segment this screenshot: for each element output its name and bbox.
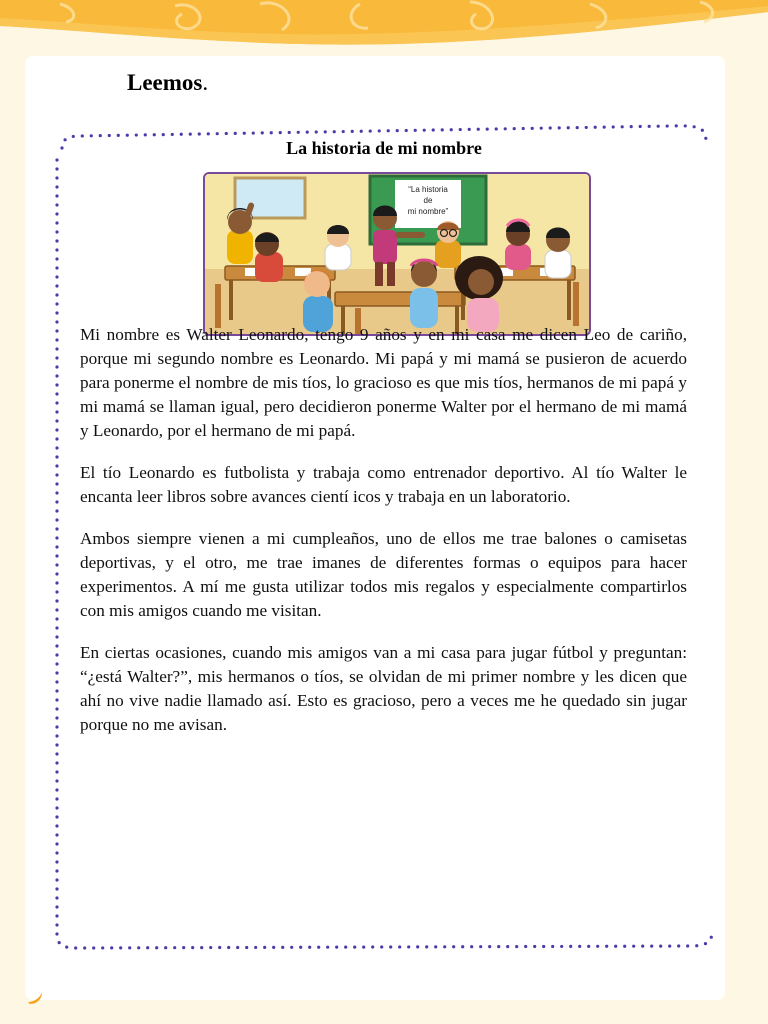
- board-text-line-3: mi nombre”: [407, 207, 449, 216]
- board-text-line-1: “La historia: [408, 185, 448, 194]
- corner-swoosh-decoration: [26, 990, 46, 1006]
- classroom-illustration: [203, 172, 591, 336]
- board-text-line-2: de: [423, 196, 433, 205]
- top-decorative-banner: [0, 0, 768, 60]
- story-paragraph-1: Mi nombre es Walter Leonardo, tengo 9 años y en mi casa me dicen Leo de cariño, porque mi segundo nombre es Leonardo. Mi papá y mi mamá se pusieron de acuerdo para ponerme el nombre de mis tíos, lo gracioso es que mis tíos, hermanos de mi papá y mi mamá se llaman igual, pero decidieron ponerme Walter por el hermano de mi mamá y Leonardo, por el hermano de mi papá.: [80, 325, 687, 440]
- story-paragraph-2: El tío Leonardo es futbolista y trabaja como entrenador deportivo. Al tío Walter le encanta leer libros sobre avances cientí icos y trabaja en un laboratorio.: [80, 463, 687, 506]
- story-body: [80, 323, 687, 755]
- story-title: La historia de mi nombre: [286, 138, 482, 158]
- story-paragraph-4: En ciertas ocasiones, cuando mis amigos van a mi casa para jugar fútbol y preguntan: “¿está Walter?”, mis hermanos o tíos, se olvidan de mi primer nombre y les dicen que ahí no vive nadie llamado así. Esto es gracioso, pero a veces me he quedado sin jugar porque no me avisan.: [80, 643, 687, 734]
- story-paragraph-3: Ambos siempre vienen a mi cumpleaños, uno de ellos me trae balones o camisetas deportivas, y el otro, me trae imanes de diferentes formas o equipos para hacer experimentos. A mí me gusta utilizar todos mis regalos y especialmente compartirlos con mis amigos cuando me visitan.: [80, 529, 687, 620]
- page-heading: Leemos.: [127, 70, 209, 95]
